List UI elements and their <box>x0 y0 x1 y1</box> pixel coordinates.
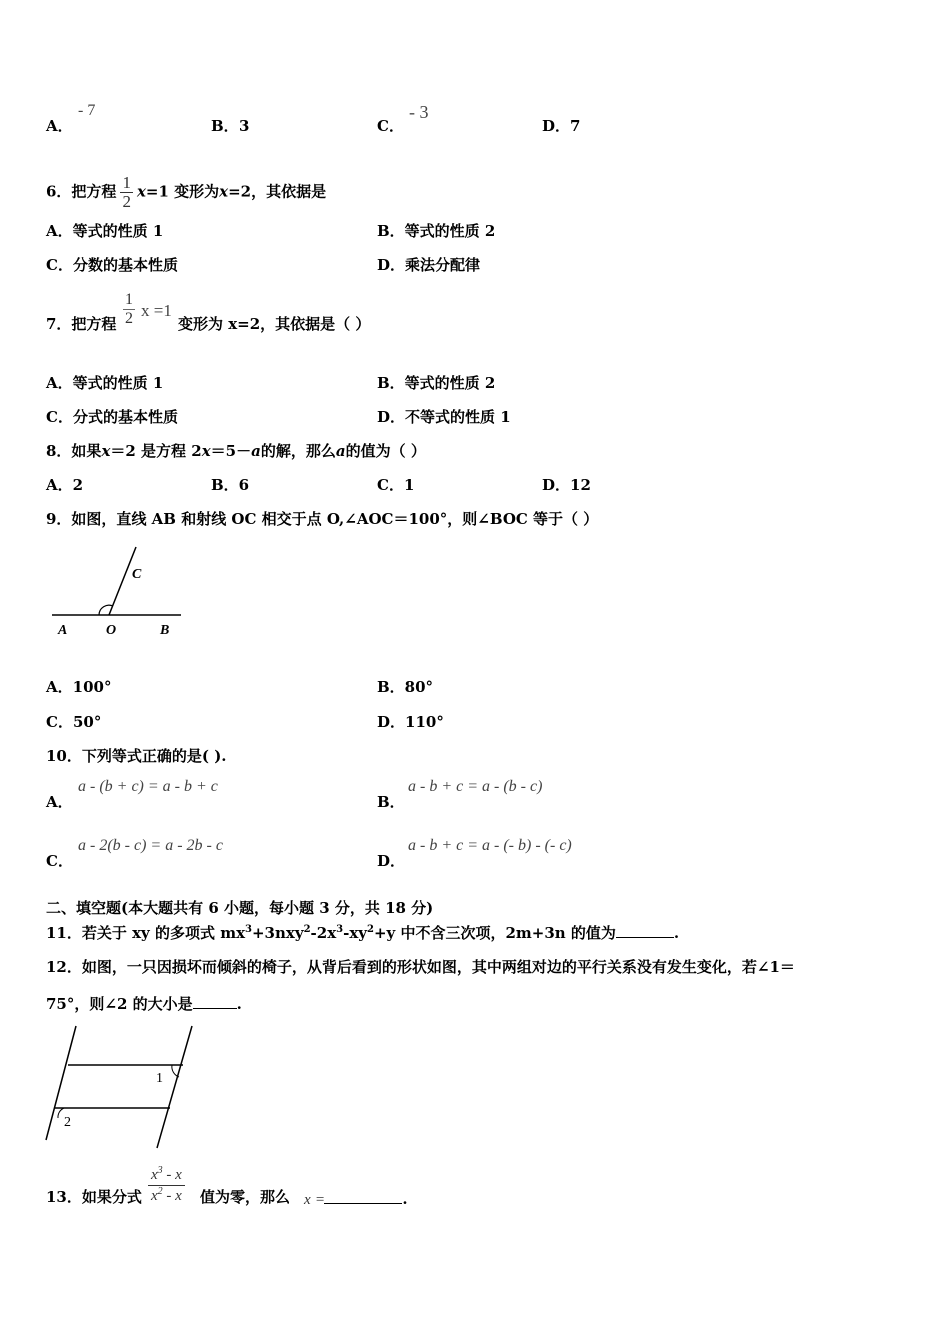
q6-prefix: 6．把方程 <box>46 182 117 201</box>
q8-text-a: 8．如果 <box>46 442 102 460</box>
q13-num-x: x <box>151 1167 158 1183</box>
q10-option-d-label: D． <box>377 852 406 870</box>
q9-option-d: D．110° <box>377 713 444 731</box>
q11-t4: -xy <box>343 924 367 942</box>
q8-question <box>46 441 426 461</box>
q5-option-b-label: B． <box>211 117 239 135</box>
q8-var-x: x <box>101 442 111 460</box>
q9-question: 9．如图，直线 AB 和射线 OC 相交于点 O,∠AOC＝100°，则∠BOC 等于（ ） <box>46 510 599 528</box>
q5-option-a-value: - 7 <box>78 102 96 119</box>
q11-s4: 2 <box>367 924 374 935</box>
q6-option-c: C．分数的基本性质 <box>46 256 178 274</box>
q13-end: . <box>402 1190 408 1208</box>
q6-option-a: A．等式的性质 1 <box>46 222 164 240</box>
q6-end: =2，其依据是 <box>228 182 327 201</box>
q5-option-d-label: D． <box>542 117 571 135</box>
q9-option-a: A．100° <box>46 678 112 696</box>
q7-option-a: A．等式的性质 1 <box>46 374 164 392</box>
q11-question <box>46 923 679 943</box>
q10-option-b-label: B． <box>377 793 405 811</box>
q8-option-d: D．12 <box>542 476 591 494</box>
q13-den-x: x <box>151 1188 158 1204</box>
q6-var-x: x <box>136 182 146 201</box>
angle-2-label: 2 <box>64 1115 71 1130</box>
q13-den-sup: 2 <box>157 1186 163 1197</box>
q8-var-x2: x <box>201 442 211 460</box>
q11-answer-blank[interactable] <box>616 923 674 938</box>
label-a: A <box>58 623 68 638</box>
q13-eq: = <box>315 1192 325 1208</box>
q12-answer-blank[interactable] <box>193 994 237 1009</box>
q9-option-b: B．80° <box>377 678 434 696</box>
q12-line1: 12．如图，一只因损坏而倾斜的椅子，从背后看到的形状如图，其中两组对边的平行关系没有发生变化，若∠1＝ <box>46 958 795 976</box>
q7-frac-den: 2 <box>125 310 133 327</box>
q8-option-a: A．2 <box>46 476 84 494</box>
q11-t5: +y 中不含三次项，2m+3n 的值为 <box>373 924 616 942</box>
q5-option-b-value: 3 <box>239 117 250 135</box>
q6-frac-num: 1 <box>122 173 131 192</box>
q6-mid: =1 变形为 <box>145 182 220 201</box>
q8-option-c: C．1 <box>377 476 415 494</box>
chair-right-leg <box>157 1026 192 1148</box>
q8-var-a: a <box>251 442 261 460</box>
q13-fraction <box>148 1166 185 1207</box>
angle-1-label: 1 <box>156 1071 163 1086</box>
q7-option-d: D．不等式的性质 1 <box>377 408 511 426</box>
label-o: O <box>106 623 117 638</box>
section-title: 二、填空题(本大题共有 6 小题，每小题 3 分，共 18 分) <box>46 899 434 917</box>
q13-answer <box>304 1189 408 1210</box>
label-c: C <box>132 567 142 582</box>
q10-option-a-expr: a - (b + c) = a - b + c <box>78 778 218 795</box>
q10-option-d-expr: a - b + c = a - (- b) - (- c) <box>408 837 572 854</box>
q7-suffix: 变形为 x=2，其依据是（ ） <box>178 315 371 333</box>
q13-num-rest: - x <box>162 1167 182 1183</box>
q11-s2: 2 <box>303 924 311 935</box>
q8-text-c: ＝5－ <box>210 442 252 460</box>
q10-option-b-expr: a - b + c = a - (b - c) <box>408 778 543 795</box>
q5-option-c-label: C． <box>377 117 404 135</box>
q13-var-x: x <box>304 1192 311 1208</box>
q12-chair-figure <box>42 1022 202 1150</box>
q11-s1: 3 <box>245 924 252 935</box>
q7-fraction <box>123 291 135 328</box>
q5-option-c-value: - 3 <box>409 102 429 122</box>
q6-fraction <box>120 174 133 211</box>
q8-text-e: 的值为（ ） <box>345 442 426 460</box>
q6-option-b: B．等式的性质 2 <box>377 222 496 240</box>
q8-option-b: B．6 <box>211 476 250 494</box>
q11-t1: 11．若关于 xy 的多项式 mx <box>46 924 246 942</box>
q10-option-a-label: A． <box>46 793 73 811</box>
q11-end: . <box>673 924 680 942</box>
q11-t2: +3nxy <box>251 924 304 942</box>
q9-angle-figure <box>46 540 191 645</box>
q13-num-sup: 3 <box>157 1165 163 1176</box>
q10-option-c-expr: a - 2(b - c) = a - 2b - c <box>78 837 223 854</box>
q8-text-b: ＝2 是方程 2 <box>110 442 202 460</box>
q13-answer-blank[interactable] <box>324 1189 402 1204</box>
q7-prefix: 7．把方程 <box>46 315 117 333</box>
q7-equation: x =1 <box>141 301 172 320</box>
q11-t3: -2x <box>310 924 337 942</box>
q9-option-c: C．50° <box>46 713 102 731</box>
q6-var-x2: x <box>219 182 229 201</box>
q13-prefix: 13．如果分式 <box>46 1188 142 1206</box>
q7-option-c: C．分式的基本性质 <box>46 408 178 426</box>
q13-suffix: 值为零，那么 <box>200 1188 291 1206</box>
chair-left-leg <box>46 1026 76 1140</box>
q6-frac-den: 2 <box>122 192 131 211</box>
label-b: B <box>160 623 170 638</box>
q10-question: 10．下列等式正确的是( ). <box>46 747 227 765</box>
q11-s3: 3 <box>336 924 344 935</box>
q8-var-a2: a <box>335 442 346 460</box>
q7-frac-num: 1 <box>125 291 133 308</box>
q8-text-d: 的解，那么 <box>260 442 336 460</box>
q12-line2 <box>46 994 242 1014</box>
q12-line2-text: 75°，则∠2 的大小是 <box>46 995 193 1013</box>
q12-end: . <box>236 995 242 1013</box>
q7-option-b: B．等式的性质 2 <box>377 374 496 392</box>
q5-option-d-value: 7 <box>570 117 581 135</box>
q6-question <box>46 174 326 211</box>
q6-option-d: D．乘法分配律 <box>377 256 481 274</box>
q13-den-rest: - x <box>162 1188 182 1204</box>
q10-option-c-label: C． <box>46 852 73 870</box>
q5-option-a-label: A． <box>46 117 73 135</box>
